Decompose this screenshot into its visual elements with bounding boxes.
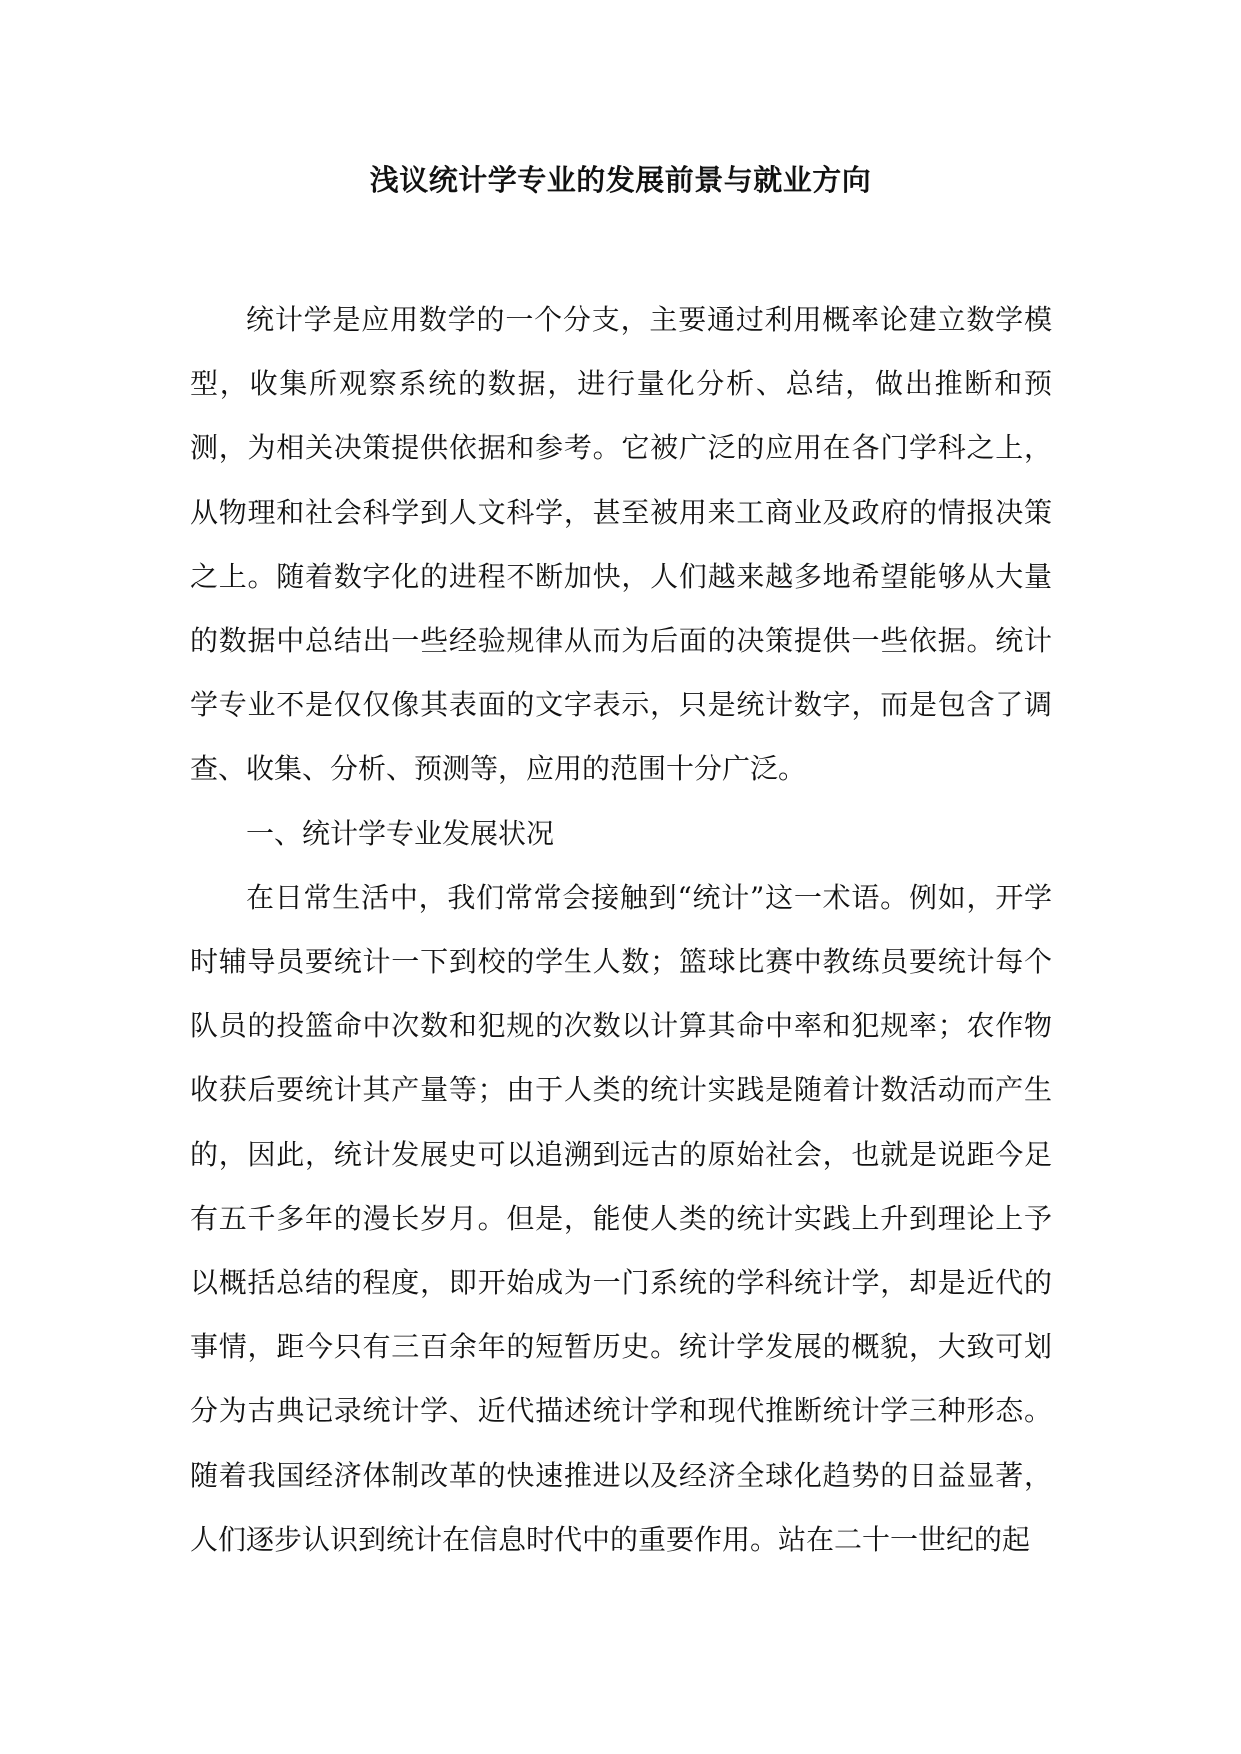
- section-heading-1: 一、统计学专业发展状况: [246, 816, 555, 850]
- paragraph-intro: 统计学是应用数学的一个分支，主要通过利用概率论建立数学模型，收集所观察系统的数据，进行量化分析、总结，做出推断和预测，为相关决策提供依据和参考。它被广泛的应用在各门学科之上，从物理和社会科学到人文科学，甚至被用来工商业及政府的情报决策之上。随着数字化的进程不断加快，人们越来越多地希望能够从大量的数据中总结出一些经验规律从而为后面的决策提供一些依据。统计学专业不是仅仅像其表面的文字表示，只是统计数字，而是包含了调查、收集、分析、预测等，应用的范围十分广泛。: [190, 303, 1052, 786]
- document-body: [190, 288, 1052, 1572]
- paragraph-development: 在日常生活中，我们常常会接触到“统计”这一术语。例如，开学时辅导员要统计一下到校的学生人数；篮球比赛中教练员要统计每个队员的投篮命中次数和犯规的次数以计算其命中率和犯规率；农作物收获后要统计其产量等；由于人类的统计实践是随着计数活动而产生的，因此，统计发展史可以追溯到远古的原始社会，也就是说距今足有五千多年的漫长岁月。但是，能使人类的统计实践上升到理论上予以概括总结的程度，即开始成为一门系统的学科统计学，却是近代的事情，距今只有三百余年的短暂历史。统计学发展的概貌，大致可划分为古典记录统计学、近代描述统计学和现代推断统计学三种形态。随着我国经济体制改革的快速推进以及经济全球化趋势的日益显著，人们逐步认识到统计在信息时代中的重要作用。站在二十一世纪的起: [190, 880, 1052, 1556]
- document-title: 浅议统计学专业的发展前景与就业方向: [369, 163, 872, 197]
